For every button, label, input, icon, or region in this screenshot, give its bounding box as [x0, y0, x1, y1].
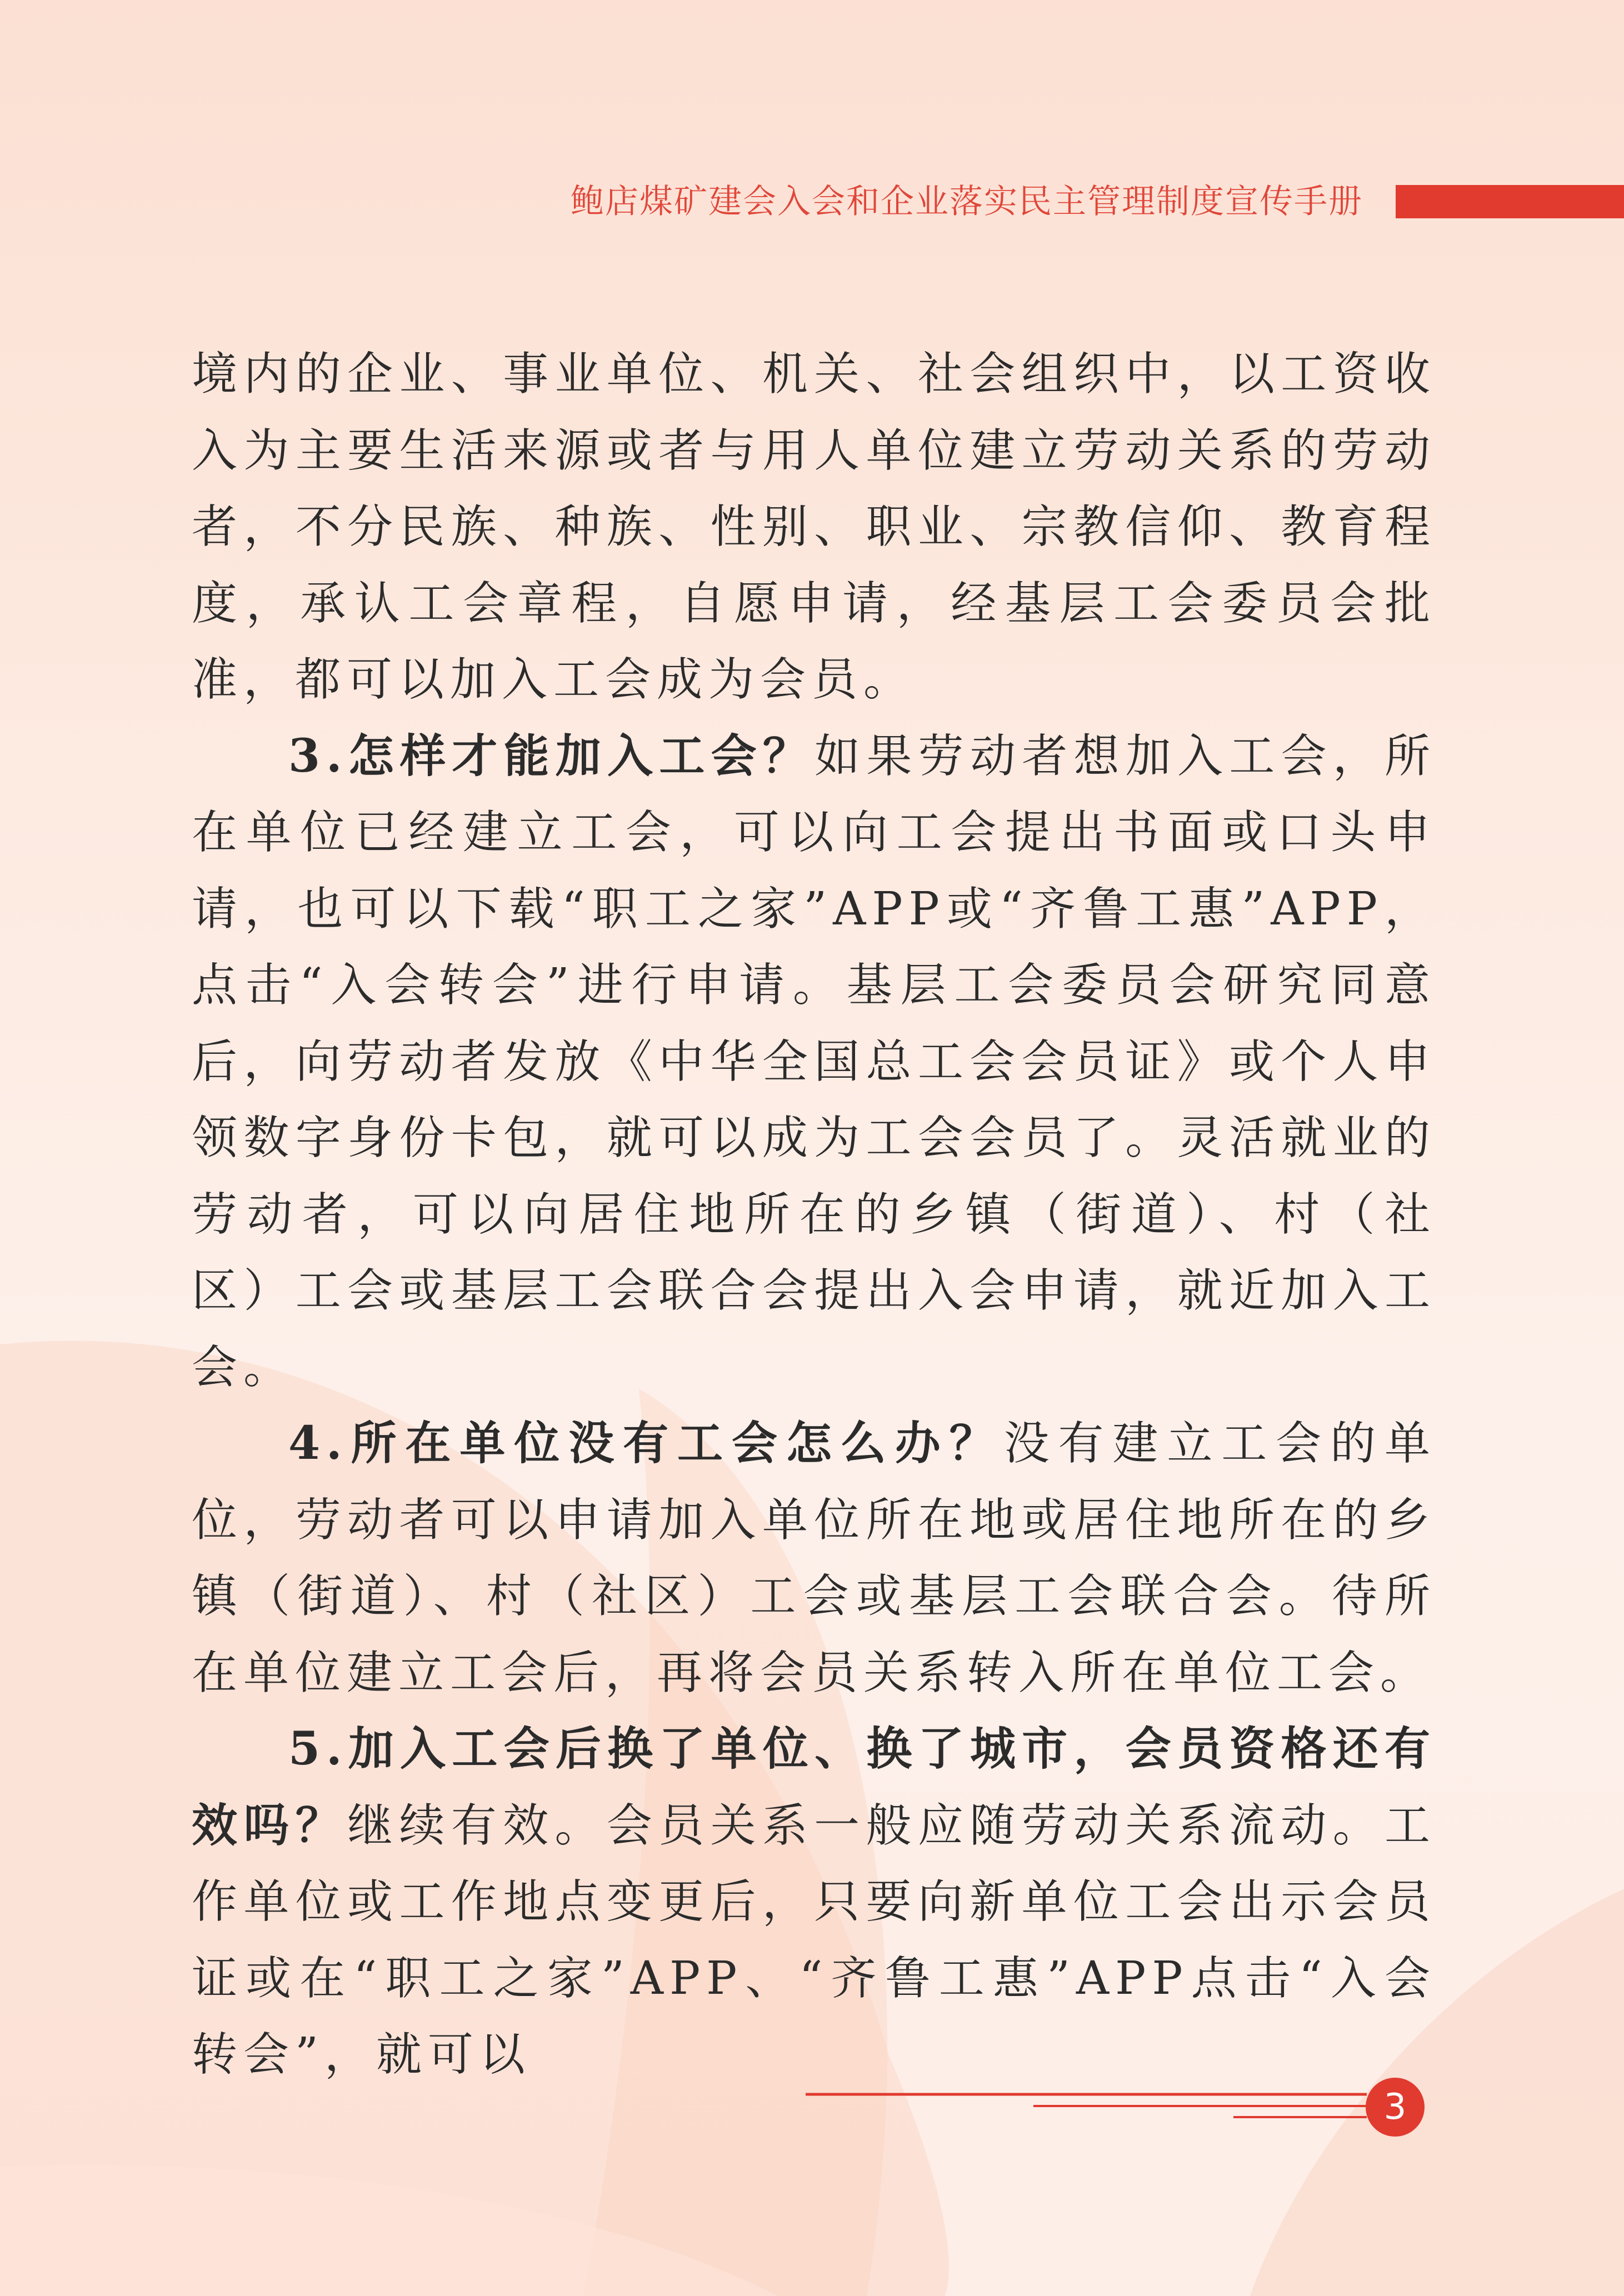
paragraph-text: 境内的企业、事业单位、机关、社会组织中，以工资收入为主要生活来源或者与用人单位建立劳动关系的劳动者，不分民族、种族、性别、职业、宗教信仰、教育程度，承认工会章程，自愿申请，经基层工会委员会批准，都可以加入工会成为会员。: [192, 348, 1436, 706]
question-heading: 4.所在单位没有工会怎么办？: [288, 1417, 1004, 1470]
paragraph-text: 如果劳动者想加入工会，所在单位已经建立工会，可以向工会提出书面或口头申请，也可以下载“职工之家”APP或“齐鲁工惠”APP，点击“入会转会”进行申请。基层工会委员会研究同意后，向劳动者发放《中华全国总工会会员证》或个人申领数字身份卡包，就可以成为工会会员了。灵活就业的劳动者，可以向居住地所在的乡镇（街道）、村（社区）工会或基层工会联合会提出入会申请，就近加入工会。: [192, 729, 1436, 1394]
paragraph-text: 没有建立工会的单位，劳动者可以申请加入单位所在地或居住地所在的乡镇（街道）、村（社区）工会或基层工会联合会。待所在单位建立工会后，再将会员关系转入所在单位工会。: [192, 1417, 1436, 1699]
paragraph-q4: [192, 1405, 1436, 1711]
question-heading: 3.怎样才能加入工会？: [288, 729, 815, 783]
paragraph-q5: [192, 1711, 1436, 2093]
handbook-title: 鲍店煤矿建会入会和企业落实民主管理制度宣传手册: [571, 182, 1363, 221]
paragraph-q3: [192, 718, 1436, 1406]
header-accent-bar: [1396, 185, 1624, 218]
question-heading: 5.加入工会后换了单位、换了城市，会员资格还有效吗？: [192, 1722, 1436, 1852]
paragraph-continuation: [192, 336, 1436, 718]
page-number-badge: 3: [1366, 2078, 1425, 2137]
body-text: [192, 336, 1436, 2093]
paragraph-text: 继续有效。会员关系一般应随劳动关系流动。工作单位或工作地点变更后，只要向新单位工会出示会员证或在“职工之家”APP、“齐鲁工惠”APP点击“入会转会”，就可以: [192, 1799, 1436, 2081]
